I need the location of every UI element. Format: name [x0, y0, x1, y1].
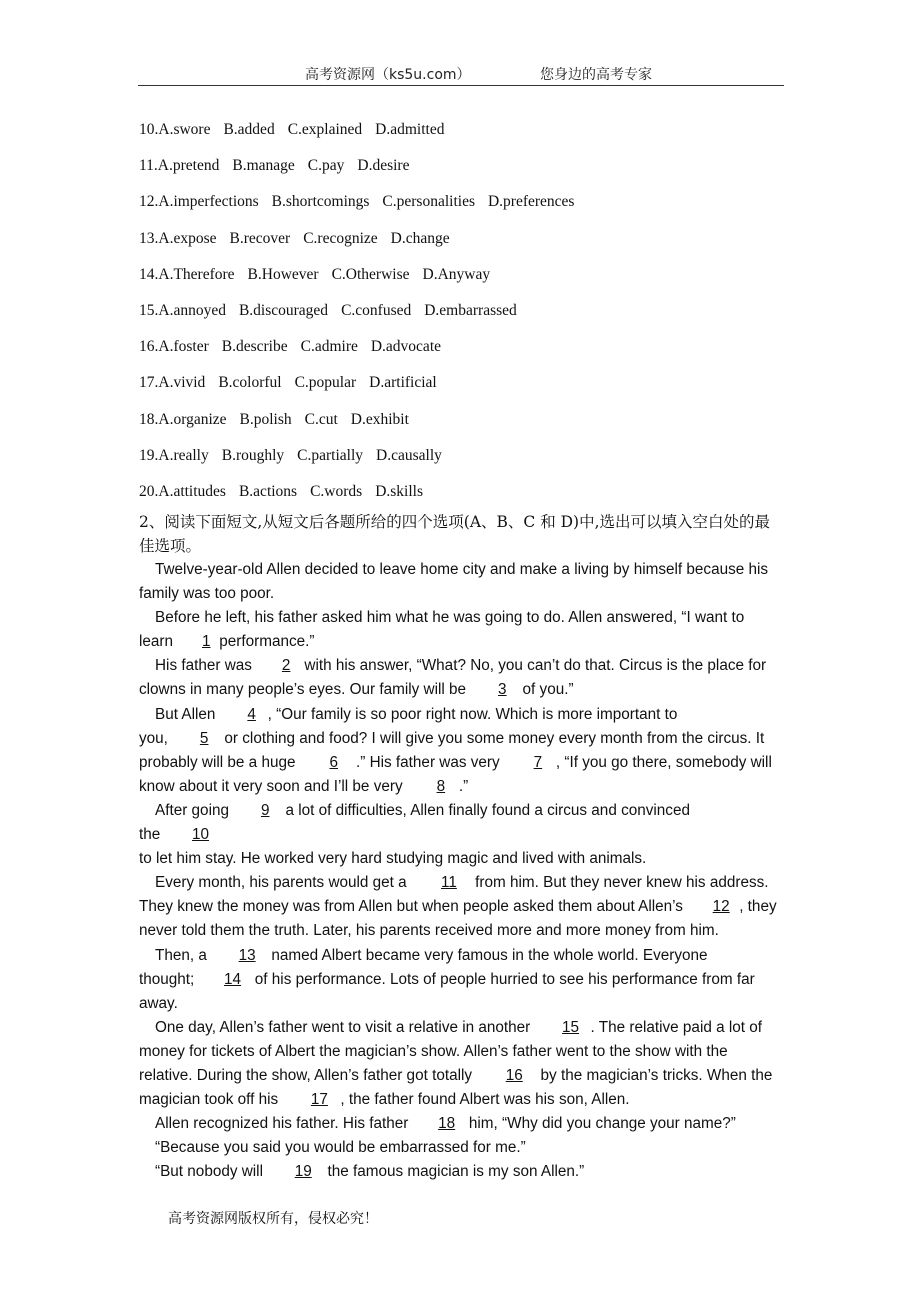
option-choice: B.actions — [238, 482, 298, 500]
option-choice: D.skills — [375, 482, 424, 500]
header-site-name: 高考资源网（ks5u.com） — [305, 67, 471, 83]
passage-paragraph — [139, 654, 784, 702]
option-choice: D.desire — [357, 157, 410, 175]
option-row — [139, 371, 587, 407]
option-choice: 11.A.pretend — [139, 157, 220, 175]
passage-text: thought; — [139, 970, 199, 988]
option-choice: B.shortcomings — [271, 193, 370, 211]
passage-paragraph — [139, 799, 784, 871]
blank-11: 11 — [440, 874, 457, 892]
passage-text: , “Our family is so poor right now. Which is more important to — [267, 705, 678, 723]
blank-16: 16 — [505, 1066, 523, 1084]
blank-14: 14 — [224, 970, 242, 988]
blank-18: 18 — [438, 1115, 456, 1133]
option-choice: C.cut — [304, 410, 338, 428]
option-row — [139, 190, 587, 226]
passage-text: to let him stay. He worked very hard studying magic and lived with animals. — [139, 850, 647, 868]
passage-paragraph — [139, 871, 784, 943]
option-choice: B.colorful — [218, 374, 282, 392]
passage-text: , they never told them the truth. Later, his parents received more and more money from him. — [139, 898, 777, 940]
option-choice: B.manage — [232, 157, 295, 175]
passage-text: One day, Allen’s father went to visit a relative in another — [155, 1018, 535, 1036]
option-choice: D.exhibit — [350, 410, 409, 428]
footer-copyright: 高考资源网版权所有，侵权必究！ — [168, 1211, 378, 1227]
blank-15: 15 — [562, 1018, 580, 1036]
passage-text: named Albert became very famous in the whole world. Everyone — [267, 946, 708, 964]
blank-2: 2 — [281, 657, 291, 675]
option-choice: B.added — [223, 121, 275, 138]
passage-text: Then, a — [155, 946, 212, 964]
passage-text: of his performance. Lots of people hurried to see his performance from far away. — [139, 970, 755, 1012]
option-row — [139, 444, 587, 480]
blank-6: 6 — [329, 753, 338, 771]
option-choice: D.artificial — [369, 374, 437, 392]
passage-paragraph — [139, 1112, 784, 1136]
passage-text: . The relative paid a lot of money for tickets of Albert the magician’s show. Allen’s father went to the show with the relative. During the show, Allen’s father got totally — [139, 1018, 763, 1084]
passage-text: .” — [458, 777, 469, 795]
passage-text: After going — [155, 801, 234, 819]
blank-13: 13 — [238, 946, 256, 964]
option-choice: 17.A.vivid — [139, 374, 206, 392]
option-choice: 20.A.attitudes — [139, 482, 226, 500]
header-slogan: 您身边的高考专家 — [540, 67, 652, 83]
option-choice: C.admire — [300, 338, 358, 356]
option-choice: D.causally — [376, 446, 442, 464]
blank-5: 5 — [199, 729, 209, 747]
option-choice: C.partially — [297, 446, 364, 464]
option-choice: B.polish — [239, 410, 292, 428]
option-row — [139, 408, 587, 444]
option-choice: C.explained — [287, 121, 363, 138]
option-choice: C.Otherwise — [331, 265, 410, 283]
passage-text: with his answer, “What? No, you can’t do that. Circus is the place for clowns in many people’s eyes. Our family will be — [139, 657, 767, 699]
option-choice: D.preferences — [487, 193, 575, 211]
option-choice: C.popular — [294, 374, 357, 392]
option-choice: C.words — [310, 482, 363, 500]
passage-text: performance.” — [219, 633, 315, 651]
passage-paragraph — [139, 944, 784, 1016]
passage-text: “But nobody will — [155, 1163, 268, 1181]
option-row — [139, 335, 587, 371]
passage-paragraph — [139, 1136, 784, 1160]
option-row — [139, 154, 587, 190]
passage-text: the — [139, 826, 165, 844]
passage-text: Twelve-year-old Allen decided to leave home city and make a living by himself because his family was too poor. — [139, 561, 769, 603]
section-title: 2、阅读下面短文,从短文后各题所给的四个选项(A、B、C 和 D)中,选出可以填入空白处的最佳选项。 — [139, 513, 771, 555]
option-choice: D.admitted — [375, 121, 445, 138]
passage-text: “Because you said you would be embarrassed for me.” — [155, 1139, 526, 1157]
blank-7: 7 — [533, 753, 543, 771]
option-choice: D.embarrassed — [424, 301, 517, 319]
option-row — [139, 118, 587, 154]
option-choice: C.recognize — [303, 229, 378, 247]
passage-text: of you.” — [518, 681, 574, 699]
passage-text: Allen recognized his father. His father — [155, 1115, 413, 1133]
option-choice: 15.A.annoyed — [139, 301, 226, 319]
passage-text: , the father found Albert was his son, Allen. — [340, 1091, 630, 1109]
option-choice: 10.A.swore — [139, 121, 211, 138]
passage-text: you, — [139, 729, 173, 747]
passage-text: a lot of difficulties, Allen finally found a circus and convinced — [281, 801, 690, 819]
passage-paragraph — [139, 606, 784, 654]
blank-3: 3 — [498, 681, 507, 699]
passage-text: .” His father was very — [351, 753, 504, 771]
blank-17: 17 — [310, 1091, 328, 1109]
option-choice: D.Anyway — [422, 265, 491, 283]
option-list — [139, 118, 587, 516]
option-choice: 13.A.expose — [139, 229, 217, 247]
passage-text: the famous magician is my son Allen.” — [323, 1163, 585, 1181]
passage-text: Before he left, his father asked him what he was going to do. Allen answered, “I want to — [155, 609, 745, 627]
option-choice: C.personalities — [382, 193, 475, 211]
cloze-passage — [139, 558, 784, 1184]
option-row — [139, 227, 587, 263]
passage-paragraph — [139, 703, 784, 799]
blank-10: 10 — [192, 826, 210, 844]
passage-paragraph — [139, 558, 784, 606]
option-choice: 12.A.imperfections — [139, 193, 259, 211]
blank-19: 19 — [294, 1163, 312, 1181]
passage-text: His father was — [155, 657, 257, 675]
passage-text: him, “Why did you change your name?” — [464, 1115, 736, 1133]
option-choice: 14.A.Therefore — [139, 265, 235, 283]
option-choice: B.describe — [221, 338, 288, 356]
blank-9: 9 — [260, 801, 270, 819]
option-choice: C.pay — [307, 157, 345, 175]
blank-8: 8 — [436, 777, 446, 795]
passage-text: But Allen — [155, 705, 220, 723]
option-choice: B.However — [247, 265, 319, 283]
passage-paragraph — [139, 1016, 784, 1112]
option-choice: D.change — [390, 229, 450, 247]
option-row — [139, 263, 587, 299]
passage-text: by the magician’s tricks. When the magician took off his — [139, 1066, 773, 1109]
option-choice: B.roughly — [221, 446, 285, 464]
option-row — [139, 299, 587, 335]
passage-text: learn — [139, 633, 178, 651]
passage-text: Every month, his parents would get a — [155, 874, 411, 892]
blank-12: 12 — [712, 898, 730, 916]
passage-text: from him. But they never knew his address. They knew the money was from Allen but when people asked them about Allen’s — [139, 874, 769, 916]
blank-1: 1 — [202, 633, 211, 651]
option-choice: B.recover — [229, 229, 291, 247]
passage-text: or clothing and food? I will give you some money every month from the circus. It probably will be a huge — [139, 729, 765, 771]
header-divider — [138, 85, 784, 86]
option-choice: 18.A.organize — [139, 410, 227, 428]
option-choice: C.confused — [341, 301, 412, 319]
passage-paragraph — [139, 1160, 784, 1184]
option-choice: 19.A.really — [139, 446, 209, 464]
option-choice: D.advocate — [370, 338, 442, 356]
passage-text: , “If you go there, somebody will know about it very soon and I’ll be very — [139, 753, 772, 795]
blank-4: 4 — [247, 705, 256, 723]
option-choice: 16.A.foster — [139, 338, 209, 356]
option-choice: B.discouraged — [238, 301, 329, 319]
